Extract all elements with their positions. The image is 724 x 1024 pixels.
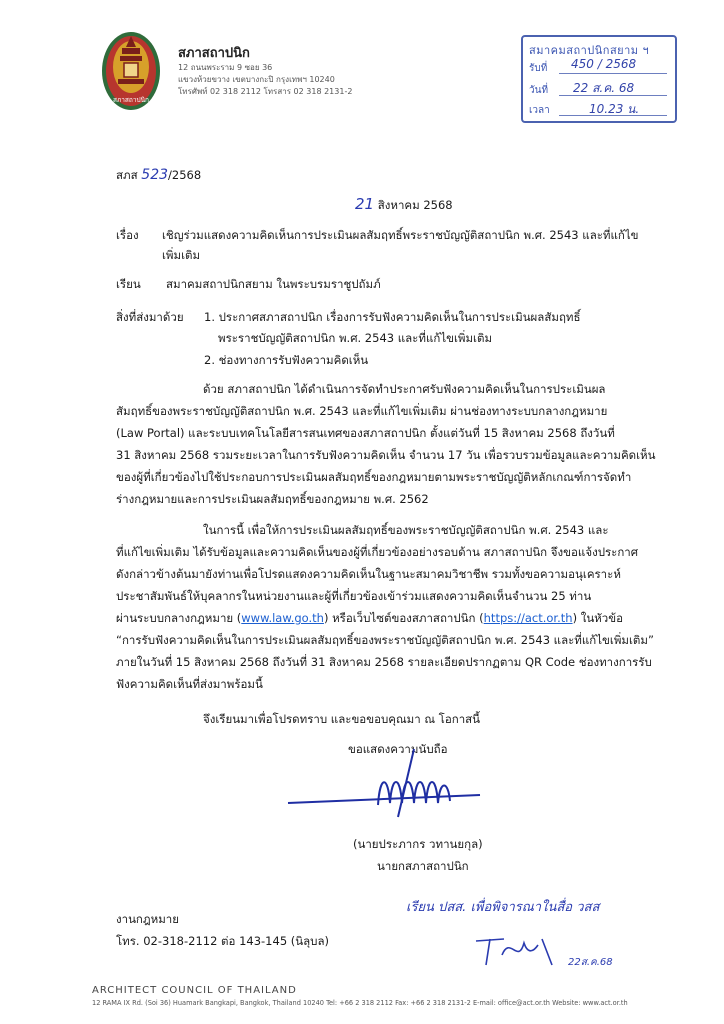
reference-suffix: /2568	[168, 168, 202, 182]
contact-department: งานกฎหมาย	[116, 912, 179, 926]
para1-line-5: ของผู้ที่เกี่ยวข้องไปใช้ประกอบการประเมินผลสัมฤทธิ์ของกฎหมายตามพระราชบัญญัติหลักเกณฑ์การจัดทำ	[116, 470, 632, 484]
para2-line-5-pre: ผ่านระบบกลางกฎหมาย (	[116, 611, 242, 625]
phone-line: โทรศัพท์ 02 318 2112 โทรสาร 02 318 2131-2	[178, 87, 353, 96]
para1-line-4: 31 สิงหาคม 2568 รวมระยะเวลาในการรับฟังความคิดเห็น จำนวน 17 วัน เพื่อรวบรวมข้อมูลและความคิดเห็น	[116, 448, 656, 462]
act-website-link[interactable]: https://act.or.th	[483, 611, 573, 625]
signer-title: นายกสภาสถาปนิก	[377, 859, 469, 873]
para2-line-5-post: ) ในหัวข้อ	[572, 611, 623, 625]
para2-line-5	[116, 610, 623, 628]
signer-name: (นายประภากร วทานยกุล)	[353, 837, 483, 851]
subject-line-1: เชิญร่วมแสดงความคิดเห็นการประเมินผลสัมฤทธิ์พระราชบัญญัติสถาปนิก พ.ศ. 2543 และที่แก้ไข	[162, 228, 639, 242]
date-month-year: สิงหาคม 2568	[377, 198, 453, 212]
council-seal-logo	[100, 30, 162, 112]
enclosure-item-1-line-2: พระราชบัญญัติสถาปนิก พ.ศ. 2543 และที่แก้ไขเพิ่มเติม	[218, 331, 493, 345]
para1-line-1: ด้วย สภาสถาปนิก ได้ดำเนินการจัดทำประกาศรับฟังความคิดเห็นในการประเมินผล	[203, 382, 606, 396]
reference-number	[116, 167, 201, 185]
handwritten-note: เรียน ปสส. เพื่อพิจารณาในสื่อ วสส	[406, 900, 600, 915]
stamp-date-label: วันที่	[529, 85, 549, 96]
salutation-label: เรียน	[116, 277, 141, 291]
complimentary-close: ขอแสดงความนับถือ	[348, 742, 448, 756]
recipient: สมาคมสถาปนิกสยาม ในพระบรมราชูปถัมภ์	[166, 277, 381, 291]
subject-label: เรื่อง	[116, 228, 139, 242]
para2-line-2: ที่แก้ไขเพิ่มเติม ได้รับข้อมูลและความคิดเห็นของผู้ที่เกี่ยวข้องอย่างรอบด้าน สภาสถาปนิก จึงขอแจ้งประกาศ	[116, 545, 639, 559]
reference-prefix: สภส	[116, 168, 138, 182]
reference-handwritten-number: 523	[141, 167, 169, 183]
stamp-receive-label: รับที่	[529, 63, 548, 74]
para1-line-6: ร่างกฎหมายและการประเมินผลสัมฤทธิ์ของกฎหมาย พ.ศ. 2562	[116, 492, 429, 506]
enclosure-item-2: 2. ช่องทางการรับฟังความคิดเห็น	[204, 353, 369, 367]
para2-line-8: ฟังความคิดเห็นที่ส่งมาพร้อมนี้	[116, 677, 263, 691]
address-line-2: แขวงห้วยขวาง เขตบางกะปิ กรุงเทพฯ 10240	[178, 75, 335, 84]
para2-line-1: ในการนี้ เพื่อให้การประเมินผลสัมฤทธิ์ของพระราชบัญญัติสถาปนิก พ.ศ. 2543 และ	[203, 523, 609, 537]
law-portal-link[interactable]: www.law.go.th	[241, 611, 324, 625]
stamp-date-value: 22 ส.ค. 68	[573, 81, 635, 95]
footer-organization: ARCHITECT COUNCIL OF THAILAND	[92, 985, 297, 996]
para2-line-3: ดังกล่าวข้างต้นมายังท่านเพื่อโปรดแสดงความคิดเห็นในฐานะสมาคมวิชาชีพ รวมทั้งขอความอนุเคราะห์	[116, 567, 621, 581]
letter-date	[355, 195, 453, 215]
para2-line-4: ประชาสัมพันธ์ให้บุคลากรในหน่วยงานและผู้ที่เกี่ยวข้องเข้าร่วมแสดงความคิดเห็นจำนวน 25 ท่าน	[116, 589, 592, 603]
subject-line-2: เพิ่มเติม	[162, 248, 201, 262]
enclosure-item-1-line-1: 1. ประกาศสภาสถาปนิก เรื่องการรับฟังความคิดเห็นในการประเมินผลสัมฤทธิ์	[204, 310, 581, 324]
date-day-handwritten: 21	[355, 195, 375, 213]
address-line-1: 12 ถนนพระราม 9 ซอย 36	[178, 63, 273, 72]
stamp-line-1	[559, 73, 667, 74]
handwritten-initials	[472, 925, 572, 975]
seal-text: สภาสถาปนิก	[113, 96, 149, 104]
received-stamp	[521, 35, 677, 123]
stamp-time-value: 10.23 น.	[589, 102, 640, 116]
stamp-time-label: เวลา	[529, 105, 550, 116]
para2-line-5-mid: ) หรือเว็บไซต์ของสภาสถาปนิก (	[323, 611, 484, 625]
organization-name: สภาสถาปนิก	[178, 46, 250, 61]
stamp-title: สมาคมสถาปนิกสยาม ฯ	[529, 44, 650, 57]
signature-scribble	[280, 745, 510, 835]
para2-line-6: “การรับฟังความคิดเห็นในการประเมินผลสัมฤทธิ์ของพระราชบัญญัติสถาปนิก พ.ศ. 2543 และที่แก้ไขเพิ่มเติม”	[116, 633, 654, 647]
closing-sentence: จึงเรียนมาเพื่อโปรดทราบ และขอขอบคุณมา ณ โอกาสนี้	[203, 712, 481, 726]
contact-phone: โทร. 02-318-2112 ต่อ 143-145 (นิลุบล)	[116, 934, 330, 948]
handwritten-date: 22ส.ค.68	[568, 957, 613, 968]
enclosure-label: สิ่งที่ส่งมาด้วย	[116, 310, 184, 324]
footer-address: 12 RAMA IX Rd. (Soi 36) Huamark Bangkapi, Bangkok, Thailand 10240 Tel: +66 2 318 2112 Fax: +66 2 318 2131-2 E-mail: office@act.or.th Website: www.act.or.th	[92, 999, 628, 1007]
stamp-receive-value: 450 / 2568	[571, 57, 637, 71]
para1-line-3: (Law Portal) และระบบเทคโนโลยีสารสนเทศของสภาสถาปนิก ตั้งแต่วันที่ 15 สิงหาคม 2568 ถึงวันที่	[116, 426, 615, 440]
para1-line-2: สัมฤทธิ์ของพระราชบัญญัติสถาปนิก พ.ศ. 2543 และที่แก้ไขเพิ่มเติม ผ่านช่องทางระบบกลางกฎหมาย	[116, 404, 608, 418]
para2-line-7: ภายในวันที่ 15 สิงหาคม 2568 ถึงวันที่ 31 สิงหาคม 2568 รายละเอียดปรากฏตาม QR Code ช่องทางการรับ	[116, 655, 652, 669]
